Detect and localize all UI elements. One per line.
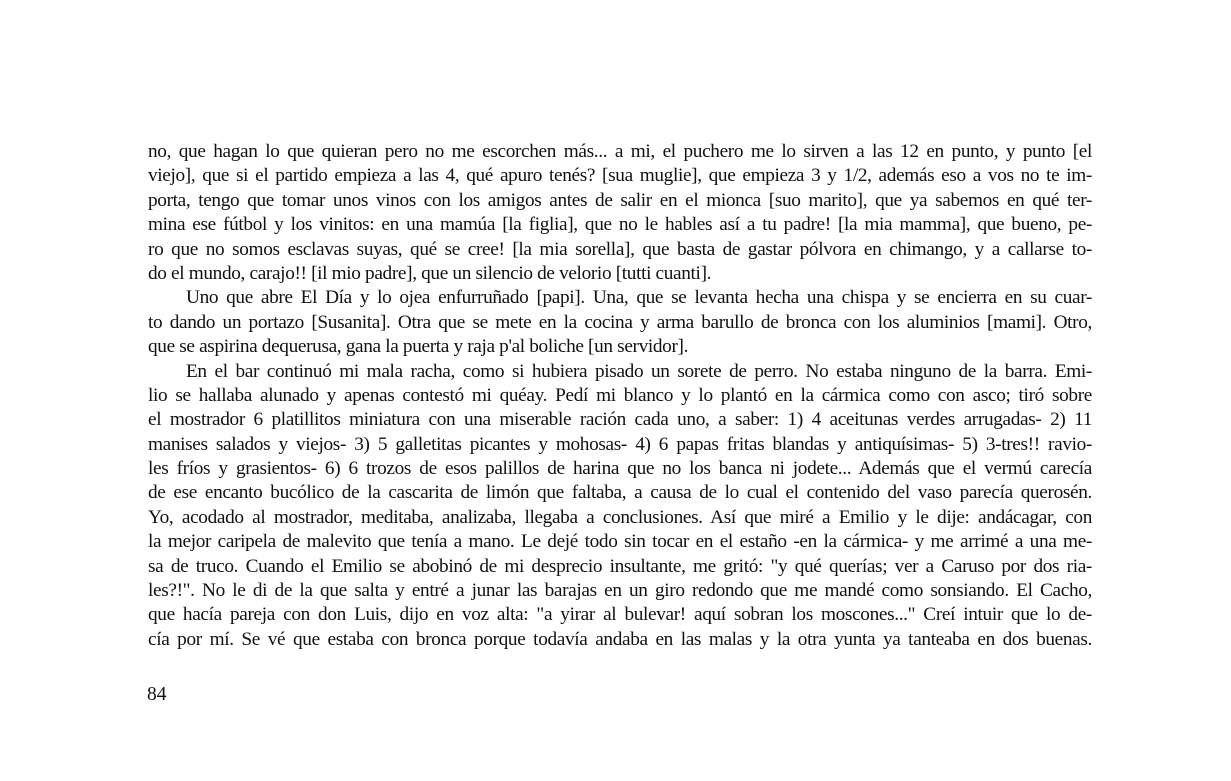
text-line: les?!". No le di de la que salta y entré a junar las barajas en un giro redondo que me mandé como sonsiando. El Cacho, (148, 580, 1092, 602)
text-line: viejo], que si el partido empieza a las 4, qué apuro tenés? [sua muglie], que empieza 3 y 1/2, además eso a vos no te im- (148, 165, 1092, 187)
text-line: manises salados y viejos- 3) 5 galletitas picantes y mohosas- 4) 6 papas fritas blandas y antiquísimas- 5) 3-tres!! ravio- (148, 433, 1092, 455)
text-line: Uno que abre El Día y lo ojea enfurruñado [papi]. Una, que se levanta hecha una chispa y se encierra en su cuar- (186, 287, 1092, 309)
text-line: En el bar continuó mi mala racha, como si hubiera pisado un sorete de perro. No estaba ninguno de la barra. Emi- (186, 360, 1092, 382)
text-line: de ese encanto bucólico de la cascarita de limón que faltaba, a causa de lo cual el contenido del vaso parecía querosén. (148, 482, 1092, 504)
text-line: lio se hallaba alunado y apenas contestó mi quéay. Pedí mi blanco y lo plantó en la cármica como con asco; tiró sobre (148, 384, 1092, 406)
text-line: mina ese fútbol y los vinitos: en una mamúa [la figlia], que no le hables así a tu padre! [la mia mamma], que bueno, pe- (148, 214, 1092, 236)
text-line: no, que hagan lo que quieran pero no me escorchen más... a mi, el puchero me lo sirven a las 12 en punto, y punto [el (148, 141, 1092, 162)
text-line: que hacía pareja con don Luis, dijo en voz alta: "a yirar al bulevar! aquí sobran los moscones..." Creí intuir que lo de- (148, 604, 1092, 626)
text-line: el mostrador 6 platillitos miniatura con una miserable ración cada uno, a saber: 1) 4 aceitunas verdes arrugadas- 2) 11 (148, 409, 1092, 431)
paragraph-2 (148, 286, 1092, 359)
text-line: que se aspirina dequerusa, gana la puerta y raja p'al boliche [un servidor]. (148, 336, 689, 358)
body-text (148, 140, 1092, 652)
text-line: la mejor caripela de malevito que tenía a mano. Le dejé todo sin tocar en el estaño -en la cármica- y me arrimé a una me- (148, 531, 1092, 553)
page-number: 84 (147, 684, 167, 705)
text-line: porta, tengo que tomar unos vinos con los amigos antes de salir en el mionca [suo marito], que ya sabemos en qué ter- (148, 189, 1092, 211)
text-line: to dando un portazo [Susanita]. Otra que se mete en la cocina y arma barullo de bronca con los aluminios [mami]. Otro, (148, 311, 1092, 333)
text-line: sa de truco. Cuando el Emilio se abobinó de mi desprecio insultante, me gritó: "y qué querías; ver a Caruso por dos ria- (148, 555, 1092, 577)
paragraph-1 (148, 140, 1092, 286)
text-line: do el mundo, carajo!! [il mio padre], que un silencio de velorio [tutti cuanti]. (148, 262, 712, 284)
text-line: ro que no somos esclavas suyas, qué se cree! [la mia sorella], que basta de gastar pólvora en chimango, y a callarse to- (148, 238, 1092, 260)
text-line: Yo, acodado al mostrador, meditaba, analizaba, llegaba a conclusiones. Así que miré a Emilio y le dije: andácagar, con (148, 506, 1092, 528)
paragraph-3 (148, 360, 1092, 653)
text-line: cía por mí. Se vé que estaba con bronca porque todavía andaba en las malas y la otra yunta ya tanteaba en dos buenas. (148, 628, 1092, 650)
text-line: les fríos y grasientos- 6) 6 trozos de esos palillos de harina que no los banca ni jodete... Además que el vermú carecía (148, 458, 1092, 480)
